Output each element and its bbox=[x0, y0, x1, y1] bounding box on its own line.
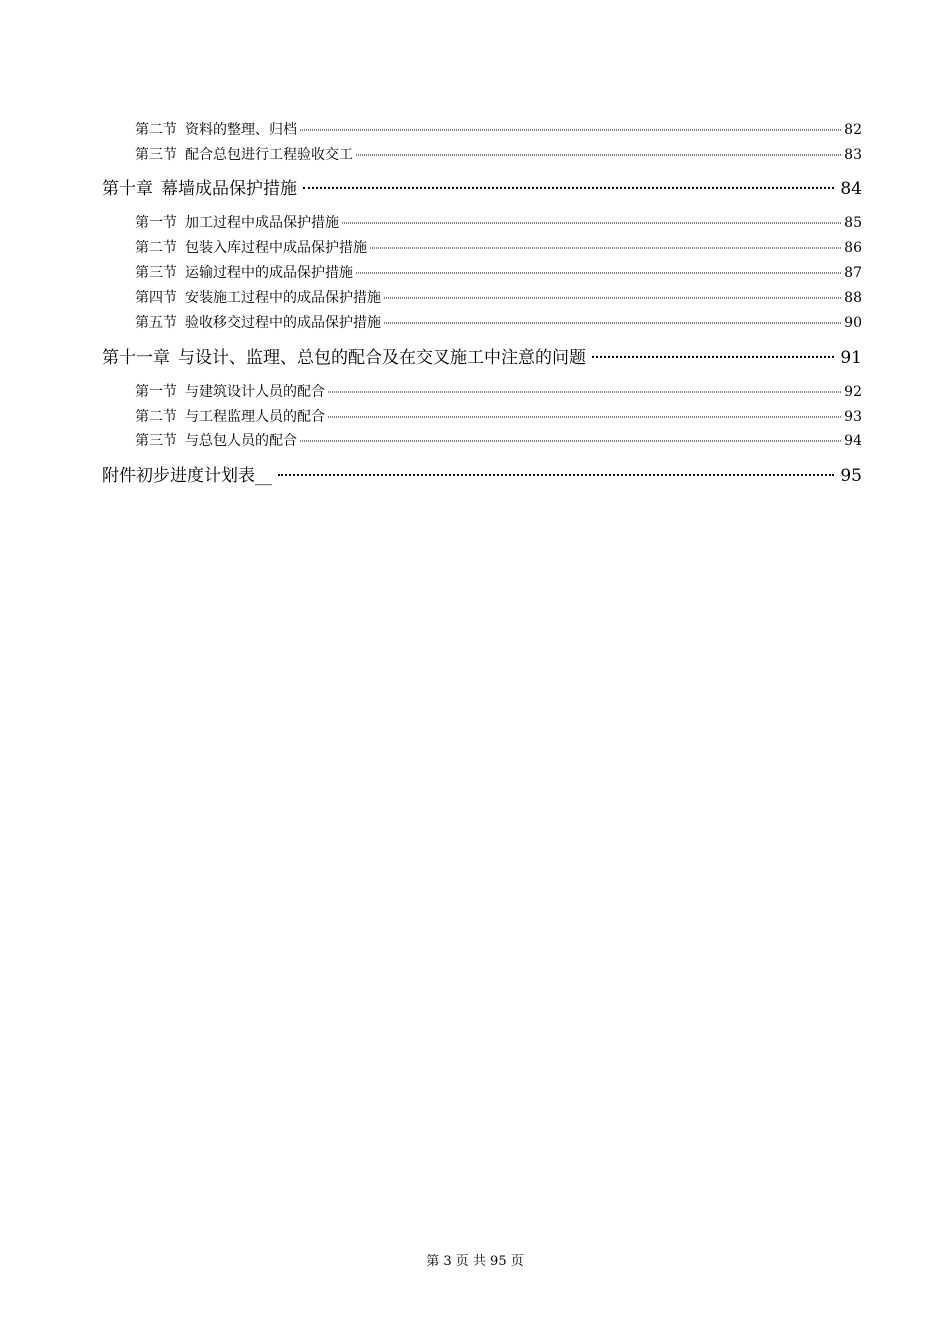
dot-leader bbox=[278, 464, 834, 476]
toc-section-title: 安装施工过程中的成品保护措施 bbox=[185, 290, 381, 306]
toc-page-number: 93 bbox=[844, 409, 862, 425]
toc-entry-section[interactable] bbox=[135, 237, 862, 257]
dot-leader bbox=[592, 346, 834, 358]
dot-leader bbox=[300, 432, 841, 441]
toc-entry-section[interactable] bbox=[135, 312, 862, 332]
toc-entry-label bbox=[135, 144, 353, 164]
toc-section-number: 第一节 bbox=[135, 215, 177, 231]
toc-section-number: 第二节 bbox=[135, 409, 177, 425]
dot-leader bbox=[342, 214, 841, 223]
toc-section-title: 加工过程中成品保护措施 bbox=[185, 215, 339, 231]
toc-page-number: 82 bbox=[844, 122, 862, 138]
toc-section-title: 运输过程中的成品保护措施 bbox=[185, 265, 353, 281]
toc-page-number: 91 bbox=[840, 348, 862, 368]
toc-entry-label bbox=[135, 262, 353, 282]
dot-leader bbox=[356, 146, 841, 155]
toc-section-number: 第五节 bbox=[135, 315, 177, 331]
toc-entry-chapter[interactable] bbox=[102, 174, 862, 198]
toc-entry-label bbox=[102, 343, 586, 368]
toc-section-title: 验收移交过程中的成品保护措施 bbox=[185, 315, 381, 331]
toc-entry-section[interactable] bbox=[135, 287, 862, 307]
toc-entry-section[interactable] bbox=[135, 381, 862, 401]
toc-section-number: 第三节 bbox=[135, 265, 177, 281]
toc-entry-label bbox=[102, 174, 297, 199]
toc-section-title: 与建筑设计人员的配合 bbox=[185, 384, 325, 400]
toc-entry-section[interactable] bbox=[135, 212, 862, 232]
toc-entry-label bbox=[135, 406, 325, 426]
toc-entry-label bbox=[135, 212, 339, 232]
toc-section-number: 第四节 bbox=[135, 290, 177, 306]
toc-entry-section[interactable] bbox=[135, 430, 862, 450]
toc-entry-label bbox=[135, 119, 297, 139]
dot-leader bbox=[303, 177, 834, 189]
dot-leader bbox=[300, 121, 841, 130]
toc-section-number: 第三节 bbox=[135, 433, 177, 449]
toc-entry-section[interactable] bbox=[135, 144, 862, 164]
dot-leader bbox=[328, 383, 841, 392]
toc-entry-label bbox=[135, 237, 367, 257]
toc-section-title: 配合总包进行工程验收交工 bbox=[185, 147, 353, 163]
toc-section-number: 第三节 bbox=[135, 147, 177, 163]
toc-entry-section[interactable] bbox=[135, 119, 862, 139]
toc-entry-label bbox=[135, 287, 381, 307]
dot-leader bbox=[356, 264, 841, 273]
toc-entry-section[interactable] bbox=[135, 406, 862, 426]
toc-entry-section[interactable] bbox=[135, 262, 862, 282]
toc-section-number: 第二节 bbox=[135, 240, 177, 256]
toc-appendix-title: 附件初步进度计划表__ bbox=[102, 466, 272, 486]
toc-entry-label bbox=[135, 312, 381, 332]
toc-page-number: 86 bbox=[844, 240, 862, 256]
dot-leader bbox=[328, 408, 841, 417]
toc-section-number: 第二节 bbox=[135, 122, 177, 138]
toc-section-title: 与总包人员的配合 bbox=[185, 433, 297, 449]
toc-section-title: 包装入库过程中成品保护措施 bbox=[185, 240, 367, 256]
toc-page-number: 94 bbox=[844, 433, 862, 449]
toc-section-title: 与工程监理人员的配合 bbox=[185, 409, 325, 425]
dot-leader bbox=[370, 239, 841, 248]
toc-page-number: 84 bbox=[840, 179, 862, 199]
page-footer: 第 3 页 共 95 页 bbox=[426, 1254, 524, 1269]
toc-entry-appendix[interactable] bbox=[102, 461, 862, 485]
toc-page-number: 95 bbox=[840, 466, 862, 486]
toc-chapter-number: 第十章 bbox=[102, 179, 153, 199]
toc-chapter-number: 第十一章 bbox=[102, 348, 170, 368]
toc-entry-chapter[interactable] bbox=[102, 343, 862, 367]
dot-leader bbox=[384, 314, 841, 323]
toc-page-number: 90 bbox=[844, 315, 862, 331]
dot-leader bbox=[384, 289, 841, 298]
toc-chapter-title: 幕墙成品保护措施 bbox=[161, 179, 297, 199]
toc-page-number: 87 bbox=[844, 265, 862, 281]
toc-entry-label bbox=[102, 461, 272, 486]
toc-section-number: 第一节 bbox=[135, 384, 177, 400]
toc-entry-label bbox=[135, 430, 297, 450]
toc-page-number: 83 bbox=[844, 147, 862, 163]
toc-page-number: 85 bbox=[844, 215, 862, 231]
toc-entry-label bbox=[135, 381, 325, 401]
toc-page-number: 88 bbox=[844, 290, 862, 306]
toc-chapter-title: 与设计、监理、总包的配合及在交叉施工中注意的问题 bbox=[178, 348, 586, 368]
toc-section-title: 资料的整理、归档 bbox=[185, 122, 297, 138]
toc-page-number: 92 bbox=[844, 384, 862, 400]
